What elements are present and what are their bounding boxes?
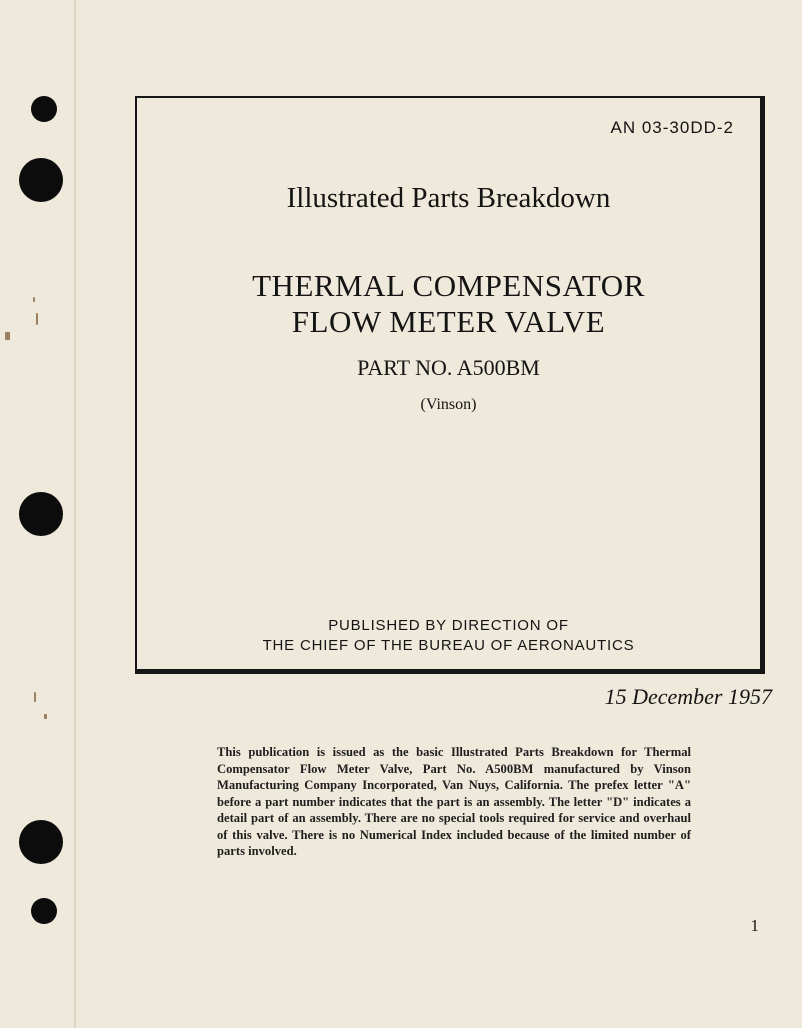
manufacturer: (Vinson) xyxy=(420,396,477,413)
part-number: PART NO. A500BM xyxy=(357,355,540,380)
punch-hole-icon xyxy=(19,158,63,202)
title-frame xyxy=(135,96,765,674)
main-title xyxy=(137,268,760,340)
paper-speck xyxy=(33,297,35,302)
paper-speck xyxy=(34,692,36,702)
page-number: 1 xyxy=(750,916,759,935)
main-title-line-2: FLOW METER VALVE xyxy=(291,304,606,339)
publisher-statement xyxy=(137,616,760,656)
binding-margin-line xyxy=(74,0,76,1028)
paper-speck xyxy=(44,714,47,719)
paper-speck xyxy=(5,332,10,340)
ipb-title: Illustrated Parts Breakdown xyxy=(286,182,611,214)
publisher-line-2: THE CHIEF OF THE BUREAU OF AERONAUTICS xyxy=(262,637,635,654)
main-title-line-1: THERMAL COMPENSATOR xyxy=(252,268,645,303)
punch-hole-icon xyxy=(31,96,57,122)
publication-date: 15 December 1957 xyxy=(604,684,772,709)
introduction-paragraph: This publication is issued as the basic Illustrated Parts Breakdown for Thermal Compensator Flow Meter Valve, Part No. A500BM manufactured by Vinson Manufacturing Company Incorporated, Van Nuys, California. The prefex letter "A" before a part number indicates that the part is an assembly. The letter "D" indicates a detail part of an assembly. There are no special tools required for service and overhaul of this valve. There is no Numerical Index included because of the limited number of parts involved. xyxy=(217,745,691,858)
publisher-line-1: PUBLISHED BY DIRECTION OF xyxy=(328,617,569,634)
punch-hole-icon xyxy=(19,492,63,536)
paper-speck xyxy=(36,313,38,325)
punch-hole-icon xyxy=(31,898,57,924)
document-number: AN 03-30DD-2 xyxy=(610,118,734,137)
punch-hole-icon xyxy=(19,820,63,864)
